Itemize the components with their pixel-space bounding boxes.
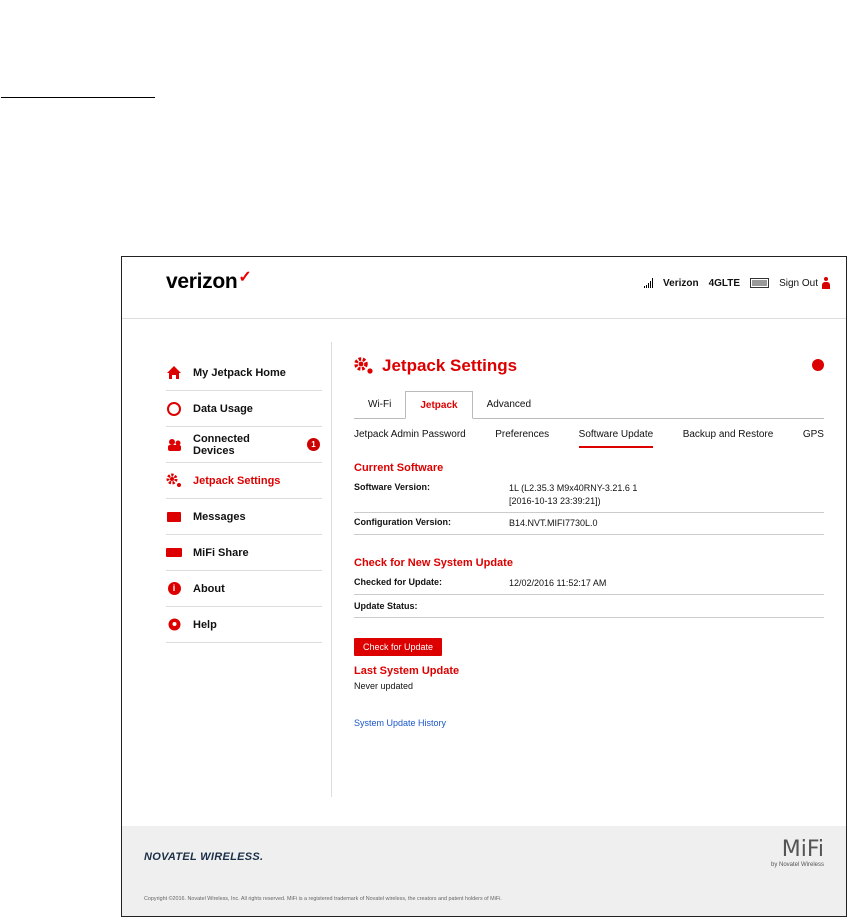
sidebar-item-about[interactable]: [166, 571, 322, 607]
status-row: [354, 595, 824, 618]
sidebar-item-label: MiFi Share: [193, 546, 249, 559]
sidebar-item-home[interactable]: [166, 355, 322, 391]
subtab-backup-restore[interactable]: Backup and Restore: [682, 429, 774, 440]
software-version-value: 1L (L2.35.3 M9x40RNY-3.21.6 1 [2016-10-13 23:39:21]): [509, 483, 638, 506]
app-window: [121, 256, 847, 917]
footer: [122, 826, 846, 916]
devices-icon: [166, 437, 182, 453]
subtab-gps[interactable]: GPS: [802, 429, 824, 440]
sidebar-item-mifi-share[interactable]: [166, 535, 322, 571]
tab-bar: [354, 391, 824, 419]
page-title: [354, 351, 824, 381]
config-version-value: B14.NVT.MIFI7730L.0: [509, 518, 598, 528]
sidebar-item-label: Messages: [193, 510, 246, 523]
gear-icon: [166, 473, 182, 489]
user-icon: [822, 277, 830, 289]
copyright-text: Copyright ©2016. Novatel Wireless, Inc. All rights reserved. MiFi is a registered trademark of Novatel wireless, the creators and patent holders of MiFi.: [144, 896, 502, 902]
carrier-name: Verizon: [663, 277, 699, 289]
share-icon: [166, 545, 182, 561]
config-version-row: [354, 513, 824, 535]
tab-jetpack[interactable]: Jetpack: [405, 391, 472, 419]
tab-wifi[interactable]: Wi-Fi: [368, 399, 392, 410]
sidebar-item-label: Jetpack Settings: [193, 474, 281, 487]
current-software-title: Current Software: [354, 462, 444, 474]
update-history-link[interactable]: System Update History: [354, 718, 447, 728]
sidebar-item-label: My Jetpack Home: [193, 366, 286, 379]
network-type: 4GLTE: [708, 277, 741, 289]
page-title-text: Jetpack Settings: [382, 356, 518, 375]
subtab-bar: [354, 429, 824, 448]
help-icon: [166, 617, 182, 633]
status-bar: [634, 277, 830, 289]
last-update-value: Never updated: [354, 681, 414, 691]
update-status-value: [509, 601, 824, 611]
checked-row: [354, 573, 824, 595]
devices-count-badge: 1: [307, 438, 320, 451]
home-icon: [166, 365, 182, 381]
sidebar-item-label: Help: [193, 618, 217, 631]
data-usage-icon: [166, 401, 182, 417]
update-status-label: Update Status:: [354, 601, 418, 611]
top-rule: [1, 97, 155, 98]
subtab-preferences[interactable]: Preferences: [495, 429, 550, 440]
sidebar: [166, 355, 322, 643]
subtab-software-update[interactable]: Software Update: [579, 429, 654, 448]
header: [122, 257, 846, 319]
last-update-title: Last System Update: [354, 665, 460, 677]
verizon-logo[interactable]: [166, 270, 251, 294]
sidebar-item-data-usage[interactable]: [166, 391, 322, 427]
logo-text: verizon: [166, 270, 238, 293]
sidebar-item-help[interactable]: [166, 607, 322, 643]
signal-strength-icon: [644, 278, 653, 288]
config-version-label: Configuration Version:: [354, 517, 452, 527]
check-for-update-button[interactable]: Check for Update: [354, 638, 442, 656]
software-version-label: Software Version:: [354, 482, 431, 492]
software-version-row: [354, 478, 824, 513]
sidebar-item-label: Connected Devices: [193, 432, 250, 457]
settings-gear-icon: [354, 357, 374, 375]
info-icon: i: [166, 581, 182, 597]
mifi-logo: [771, 838, 824, 868]
battery-icon: [750, 278, 769, 288]
logo-check: ✓: [238, 269, 252, 286]
main-content: [354, 351, 824, 728]
sidebar-divider: [331, 342, 332, 797]
sidebar-item-jetpack-settings[interactable]: [166, 463, 322, 499]
sidebar-item-label: Data Usage: [193, 402, 253, 415]
sidebar-item-connected-devices[interactable]: [166, 427, 322, 463]
help-icon[interactable]: [812, 359, 824, 371]
sidebar-item-messages[interactable]: [166, 499, 322, 535]
sidebar-item-label: About: [193, 582, 225, 595]
tab-advanced[interactable]: Advanced: [486, 399, 532, 410]
checked-label: Checked for Update:: [354, 577, 443, 587]
novatel-logo: NOVATEL WIRELESS.: [144, 851, 264, 863]
check-update-title: Check for New System Update: [354, 557, 513, 569]
checked-value: 12/02/2016 11:52:17 AM: [509, 578, 607, 588]
sign-out-link[interactable]: [779, 277, 830, 289]
mifi-subtitle: by Novatel Wireless: [770, 862, 824, 868]
subtab-admin-password[interactable]: Jetpack Admin Password: [354, 429, 466, 440]
message-icon: [166, 509, 182, 525]
sign-out-label: Sign Out: [779, 277, 818, 289]
mifi-wordmark: MiFi: [781, 837, 824, 862]
